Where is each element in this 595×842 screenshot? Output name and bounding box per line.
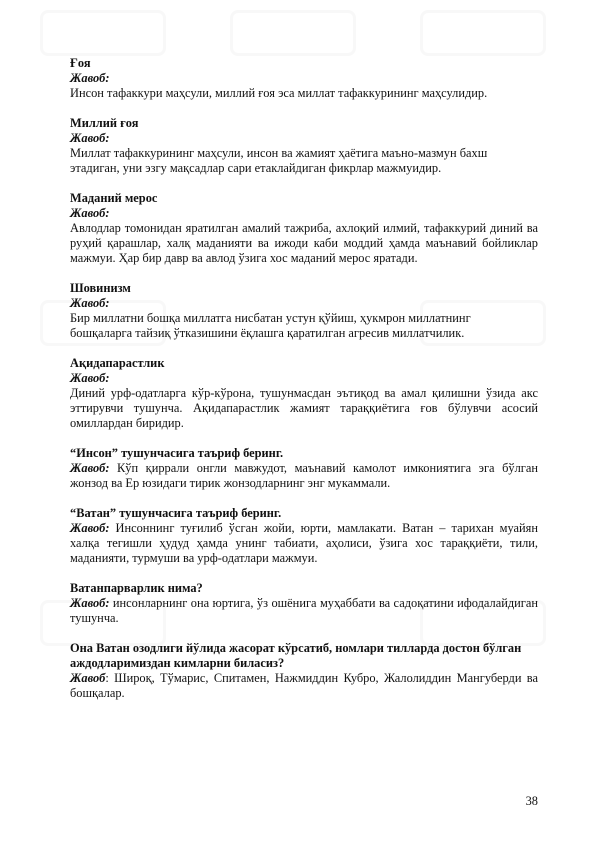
section-madaniy-meros — [70, 191, 538, 266]
answer-label: Жавоб: — [70, 521, 110, 535]
section-title: Миллий ғоя — [70, 116, 139, 130]
answer-text: Авлодлар томонидан яратилган амалий тажриба, ахлоқий илмий, тафаккурий диний ва руҳий қарашлар, халқ маданияти ва ижоди каби моддий ҳамда маънавий бойликлар мажмуи. Ҳар бир давр ва авлод ўзига хос маданий мерос яратади. — [70, 221, 538, 265]
answer-label: Жавоб: — [70, 71, 110, 85]
section-title: Шовинизм — [70, 281, 131, 295]
answer-label: Жавоб — [70, 671, 106, 685]
section-inson — [70, 446, 538, 491]
section-vatanparvarlik — [70, 581, 538, 626]
answer-label: Жавоб: — [70, 131, 110, 145]
section-title: “Ватан” тушунчасига таъриф беринг. — [70, 506, 282, 520]
answer-label: Жавоб: — [70, 596, 110, 610]
answer-text: Инсон тафаккури маҳсули, миллий ғоя эса миллат тафаккурининг маҳсулидир. — [70, 86, 488, 100]
answer-label: Жавоб: — [70, 206, 110, 220]
section-goya — [70, 56, 538, 101]
answer-text: инсонларнинг она юртига, ўз ошёнига муҳаббати ва садоқатини ифодалайдиган тушунча. — [70, 596, 538, 625]
section-title: “Инсон” тушунчасига таъриф беринг. — [70, 446, 284, 460]
section-aqidaparastlik — [70, 356, 538, 431]
answer-label: Жавоб: — [70, 461, 110, 475]
section-shovinizm — [70, 281, 538, 341]
answer-text: : Широқ, Тўмарис, Спитамен, Нажмиддин Кубро, Жалолиддин Мангуберди ва бошқалар. — [70, 671, 538, 700]
answer-paragraph — [70, 521, 538, 566]
section-title: Маданий мерос — [70, 191, 158, 205]
page-number: 38 — [525, 794, 538, 808]
answer-label: Жавоб: — [70, 371, 110, 385]
answer-text: Бир миллатни бошқа миллатга нисбатан устун қўйиш, ҳукмрон миллатнинг бошқаларга тайзиқ ўтказишини ёқлашга қаратилган агресив миллатчилик. — [70, 311, 471, 340]
answer-paragraph — [70, 461, 538, 491]
document-page — [70, 56, 538, 716]
section-title: Она Ватан озодлиги йўлида жасорат кўрсатиб, номлари тилларда достон бўлган аждодларимиздан кимларни биласиз? — [70, 641, 522, 670]
section-title: Ақидапарастлик — [70, 356, 165, 370]
section-ajdodlar — [70, 641, 538, 701]
answer-text: Инсоннинг туғилиб ўсган жойи, юрти, мамлакати. Ватан – тарихан муайян халқа тегишли ҳудуд ҳамда унинг табиати, аҳолиси, ўзига хос тараққиёти, тили, маданияти, турмуши ва урф-одатлари мажмуи. — [70, 521, 538, 565]
answer-paragraph — [70, 596, 538, 626]
answer-text: Диний урф-одатларга кўр-кўрона, тушунмасдан эътиқод ва амал қилишни ўзида акс эттирувчи тушунча. Ақидапарастлик жамият тараққиётига ғов бўлувчи асосий омиллардан биридир. — [70, 386, 538, 430]
section-title: Ватанпарварлик нима? — [70, 581, 203, 595]
answer-text: Миллат тафаккурининг маҳсули, инсон ва жамият ҳаётига маъно-мазмун бахш этадиган, уни эзгу мақсадлар сари етаклайдиган фикрлар мажмуидир. — [70, 146, 488, 175]
answer-label: Жавоб: — [70, 296, 110, 310]
answer-paragraph — [70, 671, 538, 701]
section-title: Ғоя — [70, 56, 91, 70]
answer-text: Кўп қиррали онгли мавжудот, маънавий камолот имкониятига эга бўлган жонзод ва Ер юзидаги тирик жонзодларнинг энг мукаммали. — [70, 461, 539, 490]
section-vatan — [70, 506, 538, 566]
section-milliy-goya — [70, 116, 538, 176]
